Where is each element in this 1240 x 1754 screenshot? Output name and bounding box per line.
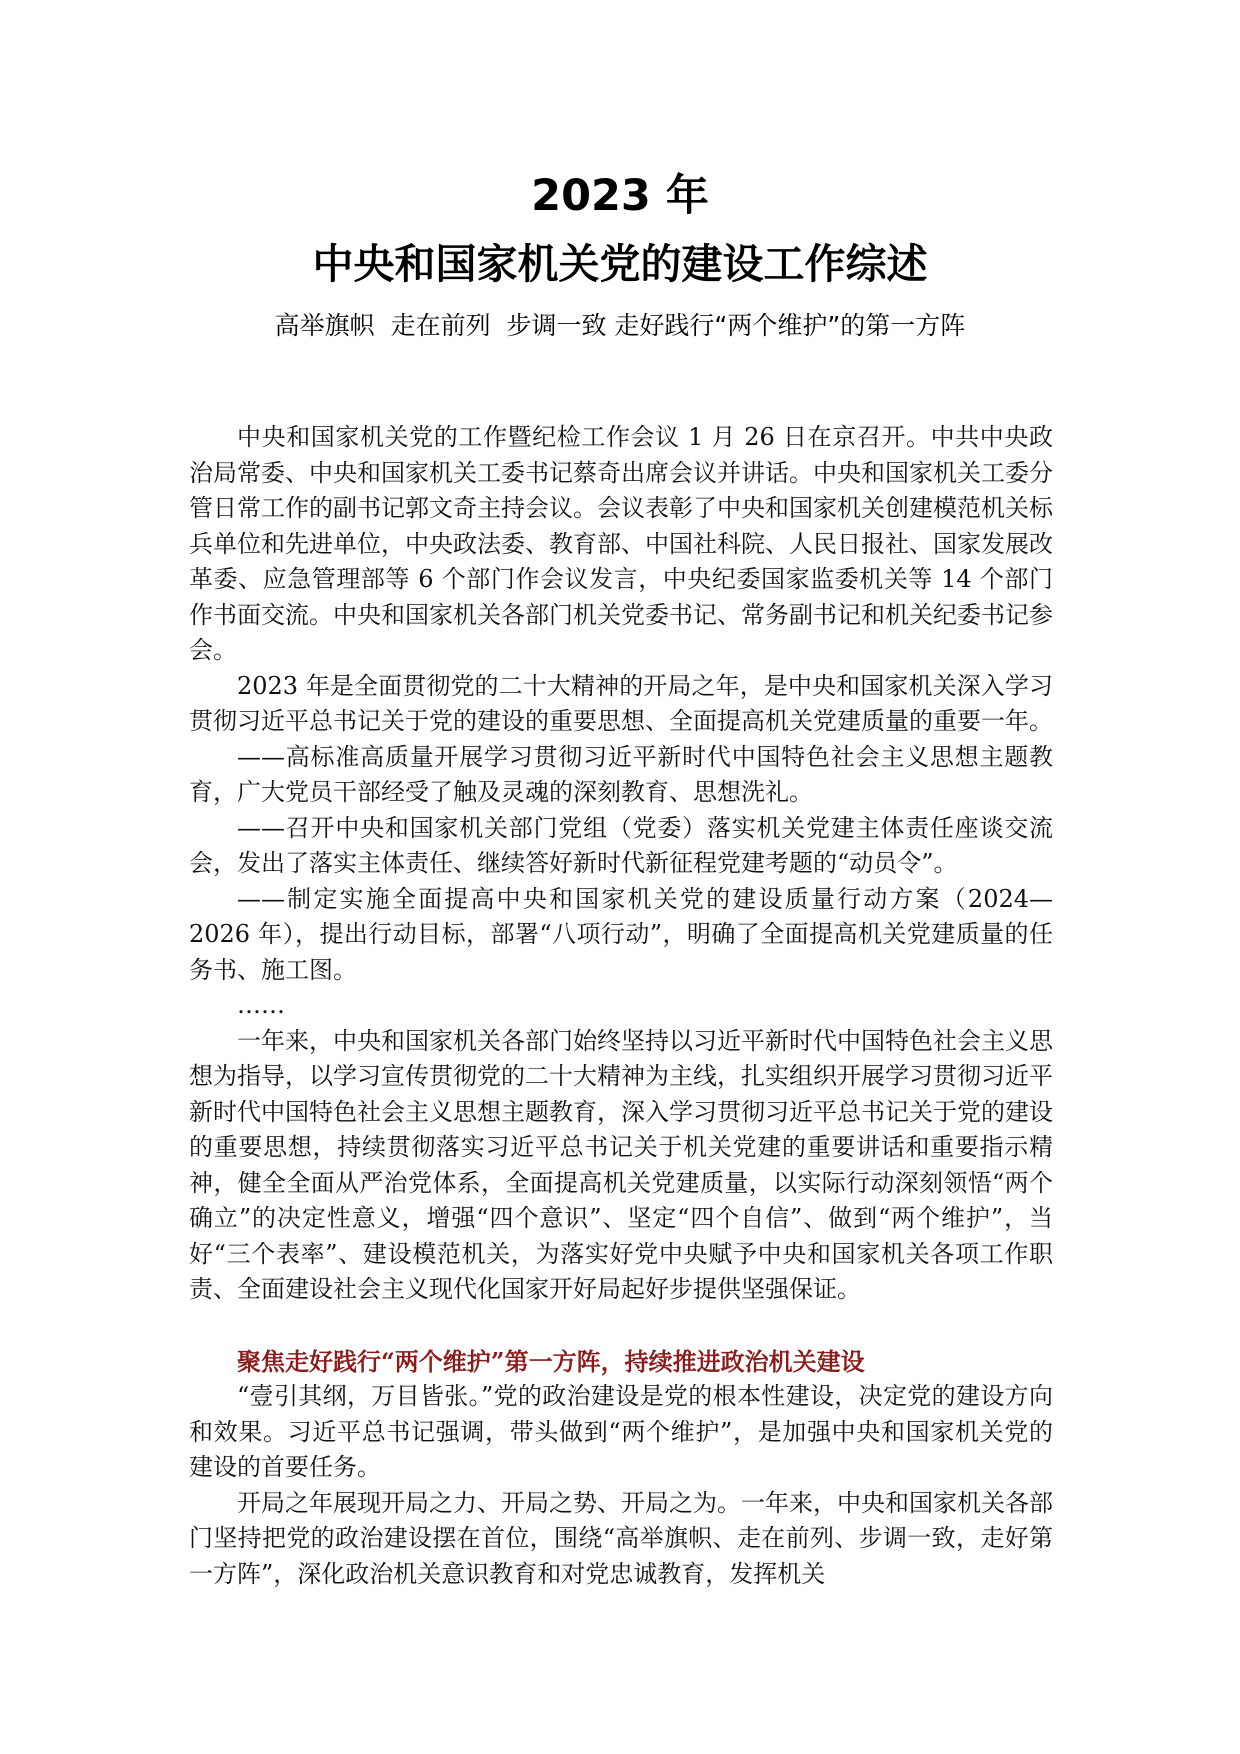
section-paragraph: 开局之年展现开局之力、开局之势、开局之为。一年来，中央和国家机关各部门坚持把党的政治建设摆在首位，围绕“高举旗帜、走在前列、步调一致，走好第一方阵”，深化政治机关意识教育和对党忠诚教育，发挥机关 [189,1488,1053,1588]
body-paragraph: 2023 年是全面贯彻党的二十大精神的开局之年，是中央和国家机关深入学习贯彻习近平总书记关于党的建设的重要思想、全面提高机关党建质量的重要一年。 [189,671,1053,735]
body-paragraph: 中央和国家机关党的工作暨纪检工作会议 1 月 26 日在京召开。中共中央政治局常委、中央和国家机关工委书记蔡奇出席会议并讲话。中央和国家机关工委分管日常工作的副书记郭文奇主持会议。会议表彰了中央和国家机关创建模范机关标兵单位和先进单位，中央政法委、教育部、中国社科院、人民日报社、国家发展改革委、应急管理部等 6 个部门作会议发言，中央纪委国家监委机关等 14 个部门作书面交流。中央和国家机关各部门机关党委书记、常务副书记和机关纪委书记参会。 [189,423,1053,664]
document-subtitle: 高举旗帜 走在前列 步调一致 走好践行“两个维护”的第一方阵 [274,311,966,340]
section-heading: 聚焦走好践行“两个维护”第一方阵，持续推进政治机关建设 [237,1346,865,1376]
body-paragraph: 一年来，中央和国家机关各部门始终坚持以习近平新时代中国特色社会主义思想为指导，以学习宣传贯彻党的二十大精神为主线，扎实组织开展学习贯彻习近平新时代中国特色社会主义思想主题教育，深入学习贯彻习近平总书记关于党的建设的重要思想，持续贯彻落实习近平总书记关于机关党建的重要讲话和重要指示精神，健全全面从严治党体系，全面提高机关党建质量，以实际行动深刻领悟“两个确立”的决定性意义，增强“四个意识”、坚定“四个自信”、做到“两个维护”，当好“三个表率”、建设模范机关，为落实好党中央赋予中央和国家机关各项工作职责、全面建设社会主义现代化国家开好局起好步提供坚强保证。 [189,1026,1053,1303]
section-paragraph: “壹引其纲，万目皆张。”党的政治建设是党的根本性建设，决定党的建设方向和效果。习近平总书记强调，带头做到“两个维护”，是加强中央和国家机关党的建设的首要任务。 [189,1382,1053,1481]
body-paragraph: ——召开中央和国家机关部门党组（党委）落实机关党建主体责任座谈交流会，发出了落实主体责任、继续答好新时代新征程党建考题的“动员令”。 [189,813,1053,877]
body-paragraph: ——制定实施全面提高中央和国家机关党的建设质量行动方案（2024—2026 年），提出行动目标，部署“八项行动”，明确了全面提高机关党建质量的任务书、施工图。 [189,884,1053,984]
body-paragraph: ——高标准高质量开展学习贯彻习近平新时代中国特色社会主义思想主题教育，广大党员干部经受了触及灵魂的深刻教育、思想洗礼。 [189,742,1053,806]
document-title: 中央和国家机关党的建设工作综述 [312,240,928,288]
document-body [189,420,1053,1592]
document-title-year: 2023 年 [531,171,709,221]
body-paragraph-ellipsis: …… [237,991,285,1019]
